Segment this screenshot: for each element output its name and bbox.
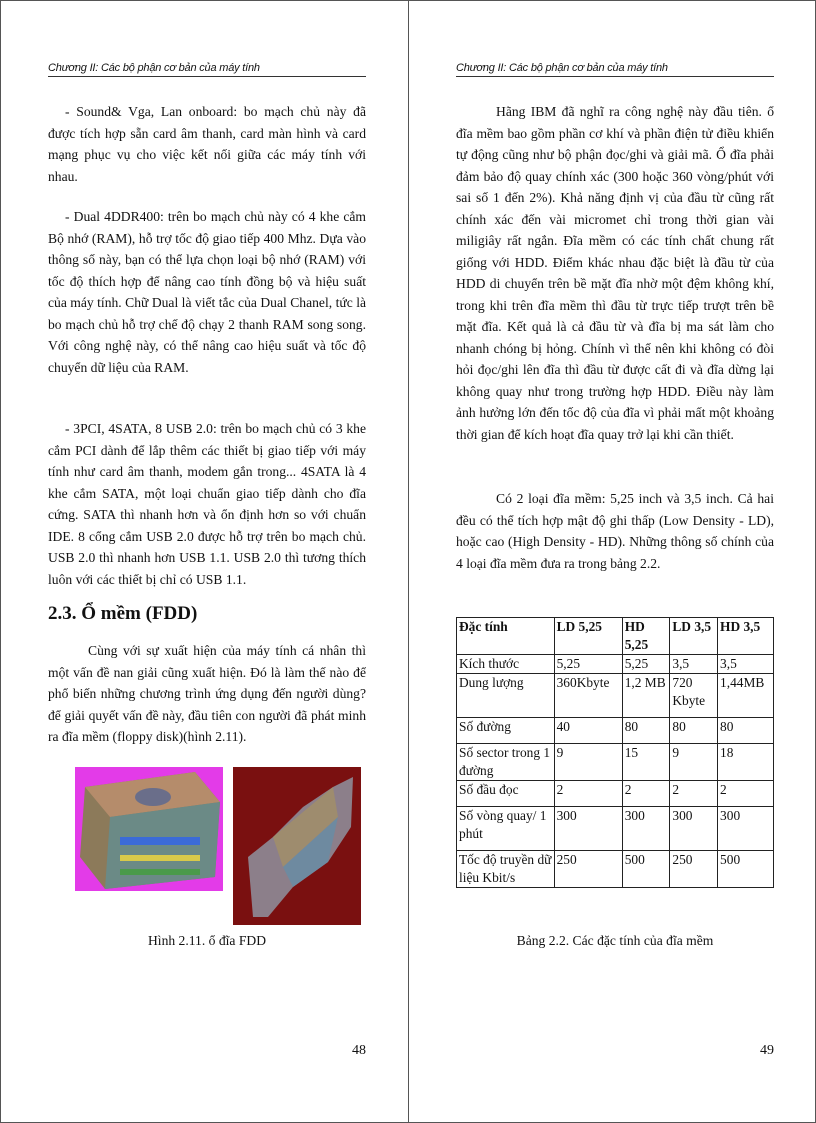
table-cell: 3,5	[670, 655, 718, 674]
table-cell: 250	[554, 851, 622, 888]
table-row	[457, 655, 774, 674]
table-cell: 300	[622, 807, 670, 851]
table-cell: 9	[554, 744, 622, 781]
page-number: 49	[760, 1043, 774, 1058]
paragraph-pci-sata-usb: - 3PCI, 4SATA, 8 USB 2.0: trên bo mạch chủ có 3 khe cắm PCI dành để lắp thêm các thiết bị giao tiếp với máy tính như card âm thanh, modem gắn trong... 4SATA là 4 khe cắm SATA, một loại chuẩn giao tiếp dành cho đĩa cứng. SATA thì nhanh hơn và ổn định hơn so với chuẩn IDE. 8 cổng cắm USB 2.0 được hỗ trợ trên bo mạch chủ. USB 2.0 thì nhanh hơn USB 1.1. USB 2.0 thì tương thích luôn với các thiết bị chỉ có USB 1.1.	[48, 421, 366, 587]
table-cell: 360Kbyte	[554, 674, 622, 718]
table-cell: 2	[622, 781, 670, 807]
chapter-header: Chương II: Các bộ phận cơ bản của máy tính	[456, 62, 774, 77]
table-cell: 300	[554, 807, 622, 851]
table-row	[457, 718, 774, 744]
paragraph-dual-ddr: - Dual 4DDR400: trên bo mạch chủ này có 4 khe cắm Bộ nhớ (RAM), hỗ trợ tốc độ giao tiếp 400 Mhz. Dựa vào thông số này, bạn có thể lựa chọn loại bộ nhớ (RAM) với tốc độ thích hợp để nâng cao tính đồng bộ và hiệu suất của máy tính. Chữ Dual là viết tắc của Dual Chanel, tức là bo mạch chủ hỗ trợ chế độ chạy 2 thanh RAM song song. Với công nghệ này, có thể nâng cao hiệu suất và tốc độ chuyển dữ liệu của RAM.	[48, 209, 366, 375]
table-row	[457, 781, 774, 807]
table-cell: 18	[718, 744, 774, 781]
left-page	[48, 0, 366, 1123]
paragraph-sound-vga: - Sound& Vga, Lan onboard: bo mạch chủ này đã được tích hợp sẵn card âm thanh, card màn hình và card mạng phục vụ cho việc kết nối giữa các máy tính với nhau.	[48, 104, 366, 184]
table-cell: Số đường	[457, 718, 555, 744]
table-row	[457, 674, 774, 718]
paragraph-fdd-intro: Cùng với sự xuất hiện của máy tính cá nhân thì một vấn đề nan giải cũng xuất hiện. Đó là làm thế nào để phổ biến những chương trình ứng dụng đến người dùng? để giải quyết vấn đề này, đầu tiên con người đã phát minh ra đĩa mềm (floppy disk)(hình 2.11).	[48, 643, 366, 744]
floppy-specs-table	[456, 617, 774, 888]
table-row	[457, 807, 774, 851]
table-cell: 9	[670, 744, 718, 781]
table-cell: Số vòng quay/ 1 phút	[457, 807, 555, 851]
table-cell: Số đầu đọc	[457, 781, 555, 807]
floppy-drive-image	[75, 767, 223, 891]
table-cell: Kích thước	[457, 655, 555, 674]
page-divider	[408, 0, 409, 1123]
right-page	[456, 0, 774, 1123]
chapter-header: Chương II: Các bộ phận cơ bản của máy tính	[48, 62, 366, 77]
table-cell: 300	[670, 807, 718, 851]
table-cell: 1,44MB	[718, 674, 774, 718]
table-cell: 1,2 MB	[622, 674, 670, 718]
paragraph-disk-types: Có 2 loại đĩa mềm: 5,25 inch và 3,5 inch. Cả hai đều có thể tích hợp mật độ ghi thấp (Low Density - LD), hoặc cao (High Density - HD). Những thông số chính của 4 loại đĩa mềm đưa ra trong bảng 2.2.	[456, 491, 774, 571]
table-cell: 2	[554, 781, 622, 807]
table-cell: 250	[670, 851, 718, 888]
table-cell: 5,25	[554, 655, 622, 674]
table-cell: 5,25	[622, 655, 670, 674]
table-cell: 500	[718, 851, 774, 888]
table-header-row	[457, 618, 774, 655]
table-cell: Số sector trong 1 đường	[457, 744, 555, 781]
table-cell: 300	[718, 807, 774, 851]
table-cell: 80	[622, 718, 670, 744]
table-cell: Dung lượng	[457, 674, 555, 718]
table-cell: 2	[718, 781, 774, 807]
table-header-cell: Đặc tính	[457, 618, 555, 655]
table-header-cell: LD 5,25	[554, 618, 622, 655]
table-cell: 2	[670, 781, 718, 807]
table-cell: 3,5	[718, 655, 774, 674]
page-number: 48	[352, 1043, 366, 1058]
paragraph-ibm-fdd: Hãng IBM đã nghĩ ra công nghệ này đầu tiên. ổ đĩa mềm bao gồm phần cơ khí và phần điện tử điều khiển tự động cũng như bộ phận đọc/ghi và giải mã. Ổ đĩa phải đảm bảo độ quay chính xác (300 hoặc 360 vòng/phút với sai số 1 đến 2%). Khả năng định vị của đầu từ cũng rất chính xác đến vài micromet chỉ trong thời gian vài miligiây rất ngắn. Đĩa mềm có các tính chất chung rất giống với HDD. Điểm khác nhau đặc biệt là đầu từ của HDD di chuyển trên bề mặt đĩa nhờ một đệm không khí, trong khi trên đĩa mềm thì đầu từ trực tiếp trượt trên bề mặt đĩa. Kết quả là cả đầu từ và đĩa bị ma sát làm cho nhanh chóng bị hỏng. Chính vì thế nên khi không có đòi hỏi đọc/ghi lên đĩa thì đầu từ được cất đi và đĩa dừng lại không quay như trong trường hợp HDD. Điều này làm ảnh hưởng lớn đến tốc độ của đĩa vì phải mất một khoảng thời gian để kích hoạt đĩa quay trở lại khi cần thiết.	[456, 104, 774, 442]
figure-caption: Hình 2.11. ổ đĩa FDD	[147, 933, 267, 948]
table-cell: 40	[554, 718, 622, 744]
table-header-cell: HD 5,25	[622, 618, 670, 655]
table-row	[457, 744, 774, 781]
table-header-cell: LD 3,5	[670, 618, 718, 655]
table-cell: 15	[622, 744, 670, 781]
table-cell: 720 Kbyte	[670, 674, 718, 718]
section-title: 2.3. Ổ mềm (FDD)	[48, 603, 198, 624]
floppy-disk-image	[233, 767, 361, 925]
table-caption: Bảng 2.2. Các đặc tính của đĩa mềm	[516, 933, 714, 948]
table-row	[457, 851, 774, 888]
table-cell: 500	[622, 851, 670, 888]
table-cell: 80	[718, 718, 774, 744]
table-cell: Tốc độ truyền dữ liệu Kbit/s	[457, 851, 555, 888]
table-cell: 80	[670, 718, 718, 744]
table-header-cell: HD 3,5	[718, 618, 774, 655]
